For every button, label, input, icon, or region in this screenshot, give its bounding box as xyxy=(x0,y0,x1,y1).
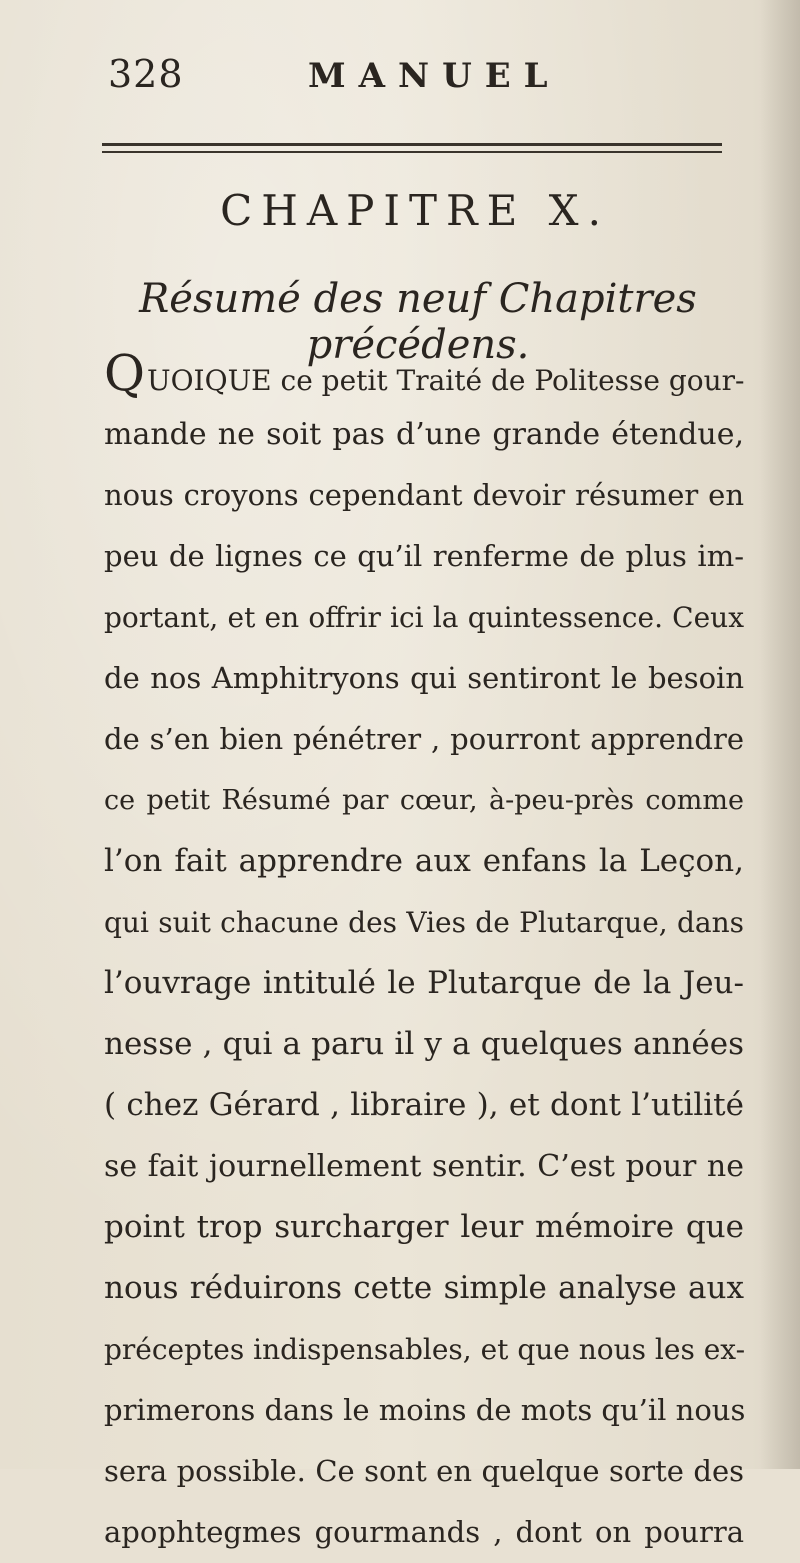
page-number: 328 xyxy=(108,52,184,96)
drop-initial: Q xyxy=(104,344,147,402)
page-header xyxy=(108,52,728,108)
text-line: nesse , qui a paru il y a quelques années xyxy=(104,1026,744,1062)
header-rule-bottom xyxy=(102,151,722,153)
text-line: ( chez Gérard , libraire ), et dont l’utilité xyxy=(104,1087,744,1123)
chapter-subtitle: Résumé des neuf Chapitres précédens. xyxy=(139,276,697,368)
text-line: portant, et en offrir ici la quintessence. Ceux xyxy=(104,601,744,634)
text-line: nous réduirons cette simple analyse aux xyxy=(104,1270,744,1306)
chapter-title: CHAPITRE X. xyxy=(220,186,610,235)
running-title: MANUEL xyxy=(308,56,561,96)
text-line: ce petit Résumé par cœur, à-peu-près comme xyxy=(104,785,744,816)
text-line: l’ouvrage intitulé le Plutarque de la Jeu- xyxy=(104,965,744,1001)
body-paragraph xyxy=(104,343,744,1563)
text-line: nous croyons cependant devoir résumer en xyxy=(104,478,744,512)
text-line: se fait journellement sentir. C’est pour ne xyxy=(104,1149,744,1184)
text-line: apophtegmes gourmands , dont on pourra xyxy=(104,1515,744,1549)
text-line: qui suit chacune des Vies de Plutarque, dans xyxy=(104,906,744,939)
text-line: l’on fait apprendre aux enfans la Leçon, xyxy=(104,843,744,879)
text-line: préceptes indispensables, et que nous les ex- xyxy=(104,1333,746,1366)
text-line: primerons dans le moins de mots qu’il nous xyxy=(104,1393,746,1427)
text-line: de s’en bien pénétrer , pourront apprendre xyxy=(104,722,744,756)
text-line-first xyxy=(104,343,744,404)
text-line: de nos Amphitryons qui sentiront le besoin xyxy=(104,661,744,695)
text-line: sera possible. Ce sont en quelque sorte des xyxy=(104,1454,744,1488)
text-line: peu de lignes ce qu’il renferme de plus im- xyxy=(104,539,744,573)
header-rule-top xyxy=(102,143,722,146)
text-line: mande ne soit pas d’une grande étendue, xyxy=(104,417,744,452)
first-line-text: UOIQUE ce petit Traité de Politesse gour- xyxy=(147,364,745,397)
text-line: point trop surcharger leur mémoire que xyxy=(104,1209,744,1245)
